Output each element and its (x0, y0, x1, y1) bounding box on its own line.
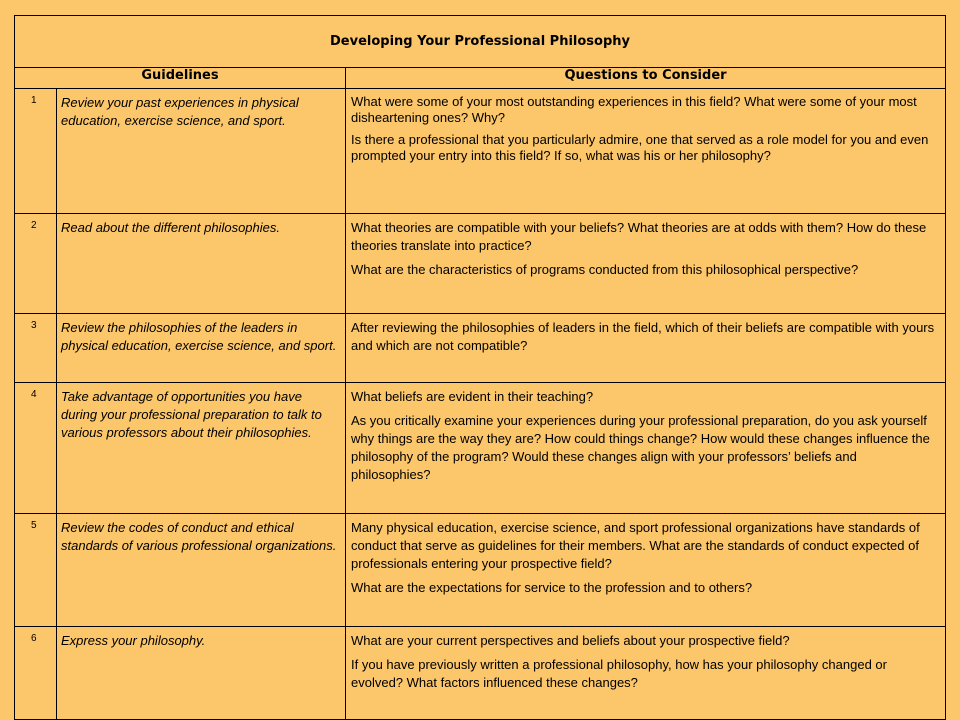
row-number: 1 (15, 89, 57, 214)
guideline-text: Review the philosophies of the leaders in physical education, exercise science, and sport. (57, 314, 346, 383)
questions-cell (346, 627, 946, 720)
philosophy-table (14, 15, 946, 720)
table-row (15, 514, 946, 627)
table-row (15, 89, 946, 214)
table-row (15, 214, 946, 314)
question-text: What beliefs are evident in their teaching? (351, 389, 594, 404)
question-text: Many physical education, exercise science, and sport professional organizations have standards of conduct that serve as guidelines for their members. What are the standards of conduct expected of professionals entering your prospective field? (351, 520, 920, 571)
row-number: 3 (15, 314, 57, 383)
guideline-text: Review the codes of conduct and ethical standards of various professional organizations. (57, 514, 346, 627)
question-text: As you critically examine your experiences during your professional preparation, do you ask yourself why things are the way they are? How could things change? How would these changes influence the philosophy of the program? Would these changes align with your professors’ beliefs and philosophies? (351, 413, 930, 482)
guideline-text: Express your philosophy. (57, 627, 346, 720)
header-questions: Questions to Consider (346, 68, 946, 89)
questions-cell (346, 514, 946, 627)
question-text: What were some of your most outstanding experiences in this field? What were some of your most disheartening ones? Why? (351, 94, 917, 125)
question-text: What are your current perspectives and beliefs about your prospective field? (351, 633, 790, 648)
header-guidelines: Guidelines (15, 68, 346, 89)
question-text: What are the expectations for service to the profession and to others? (351, 580, 753, 595)
questions-cell (346, 314, 946, 383)
question-text: What are the characteristics of programs conducted from this philosophical perspective? (351, 262, 859, 277)
row-number: 5 (15, 514, 57, 627)
table-row (15, 314, 946, 383)
question-text: Is there a professional that you particularly admire, one that served as a role model for you and even prompted your entry into this field? If so, what was his or her philosophy? (351, 132, 929, 163)
question-text: After reviewing the philosophies of leaders in the field, which of their beliefs are compatible with yours and which are not compatible? (351, 320, 935, 353)
question-text: If you have previously written a professional philosophy, how has your philosophy changed or evolved? What factors influenced these changes? (351, 657, 887, 690)
questions-cell (346, 214, 946, 314)
guideline-text: Review your past experiences in physical education, exercise science, and sport. (57, 89, 346, 214)
table-title: Developing Your Professional Philosophy (15, 16, 946, 68)
row-number: 2 (15, 214, 57, 314)
table-row (15, 383, 946, 514)
questions-cell (346, 89, 946, 214)
question-text: What theories are compatible with your beliefs? What theories are at odds with them? How do these theories translate into practice? (351, 220, 927, 253)
guideline-text: Read about the different philosophies. (57, 214, 346, 314)
questions-cell (346, 383, 946, 514)
row-number: 6 (15, 627, 57, 720)
row-number: 4 (15, 383, 57, 514)
guideline-text: Take advantage of opportunities you have during your professional preparation to talk to various professors about their philosophies. (57, 383, 346, 514)
table-row (15, 627, 946, 720)
